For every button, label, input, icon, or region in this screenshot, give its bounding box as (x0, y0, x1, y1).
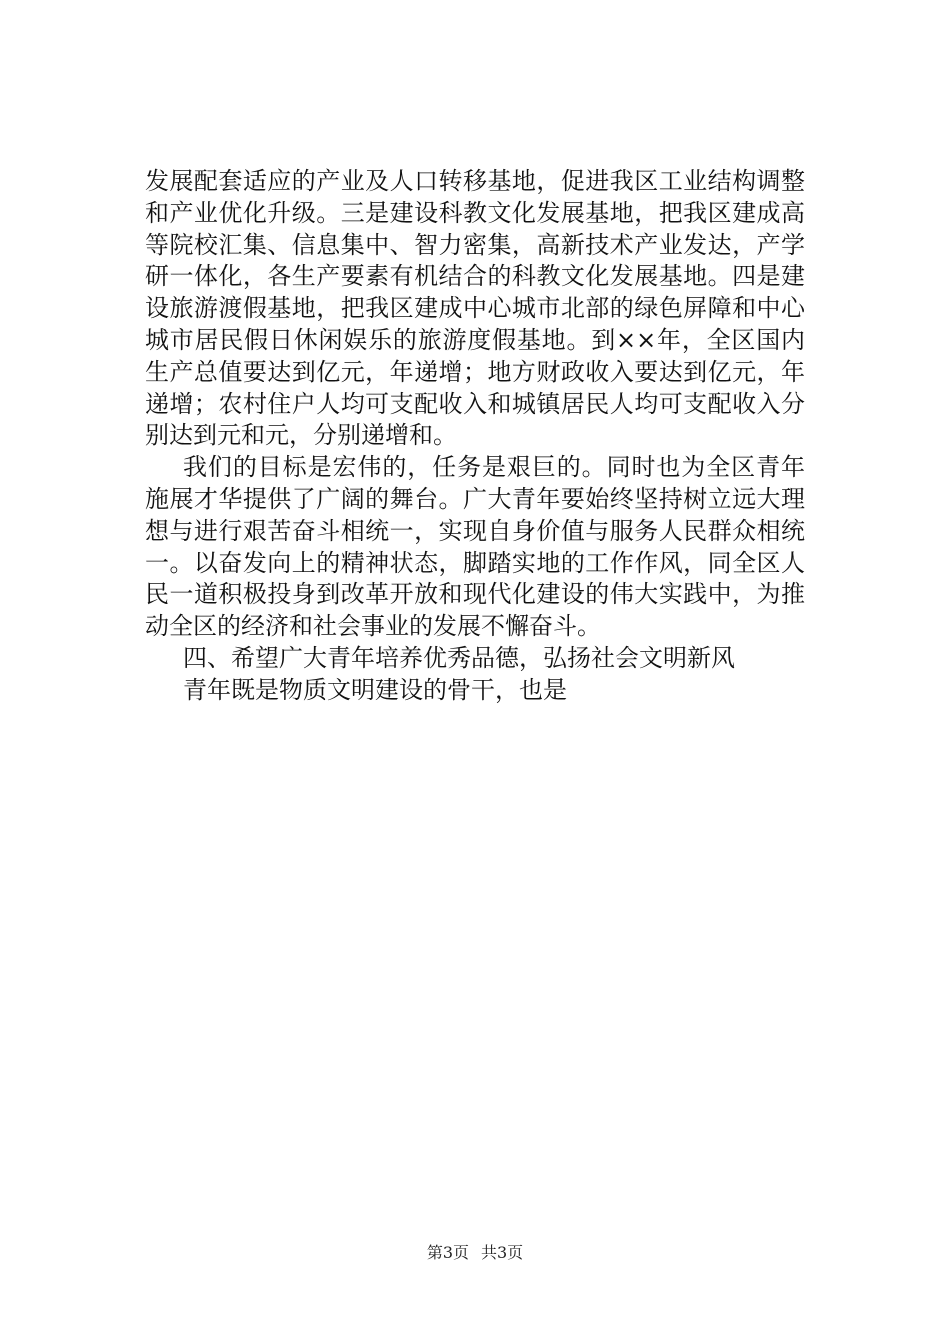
page-footer (0, 1243, 950, 1263)
page-number-current: 第3页 (426, 1243, 469, 1262)
text-line: 等院校汇集、信息集中、智力密集，高新技术产业发达，产学 (145, 230, 805, 259)
text-line: 施展才华提供了广阔的舞台。广大青年要始终坚持树立远大理 (145, 484, 805, 513)
section-heading: 四、希望广大青年培养优秀品德，弘扬社会文明新风 (183, 643, 735, 672)
text-line: 民一道积极投身到改革开放和现代化建设的伟大实践中，为推 (145, 580, 805, 609)
text-line: 递增；农村住户人均可支配收入和城镇居民人均可支配收入分 (145, 389, 805, 418)
page-number-total: 共3页 (481, 1243, 524, 1262)
text-line: 想与进行艰苦奋斗相统一，实现自身价值与服务人民群众相统 (145, 516, 805, 545)
text-line: 一。以奋发向上的精神状态，脚踏实地的工作作风，同全区人 (145, 548, 805, 577)
text-line: 动全区的经济和社会事业的发展不懈奋斗。 (145, 612, 601, 641)
paragraph-start-line: 青年既是物质文明建设的骨干，也是 (183, 675, 567, 704)
text-line: 生产总值要达到亿元，年递增；地方财政收入要达到亿元，年 (145, 357, 805, 386)
text-line: 设旅游渡假基地，把我区建成中心城市北部的绿色屏障和中心 (145, 294, 805, 323)
text-line: 城市居民假日休闲娱乐的旅游度假基地。到××年，全区国内 (145, 325, 805, 354)
document-body (145, 166, 805, 707)
text-line: 发展配套适应的产业及人口转移基地，促进我区工业结构调整 (145, 167, 805, 195)
text-line: 和产业优化升级。三是建设科教文化发展基地，把我区建成高 (145, 198, 805, 227)
paragraph-start-line: 我们的目标是宏伟的，任务是艰巨的。同时也为全区青年 (183, 453, 805, 482)
text-line: 别达到元和元，分别递增和。 (145, 421, 457, 450)
text-line: 研一体化，各生产要素有机结合的科教文化发展基地。四是建 (145, 262, 805, 291)
